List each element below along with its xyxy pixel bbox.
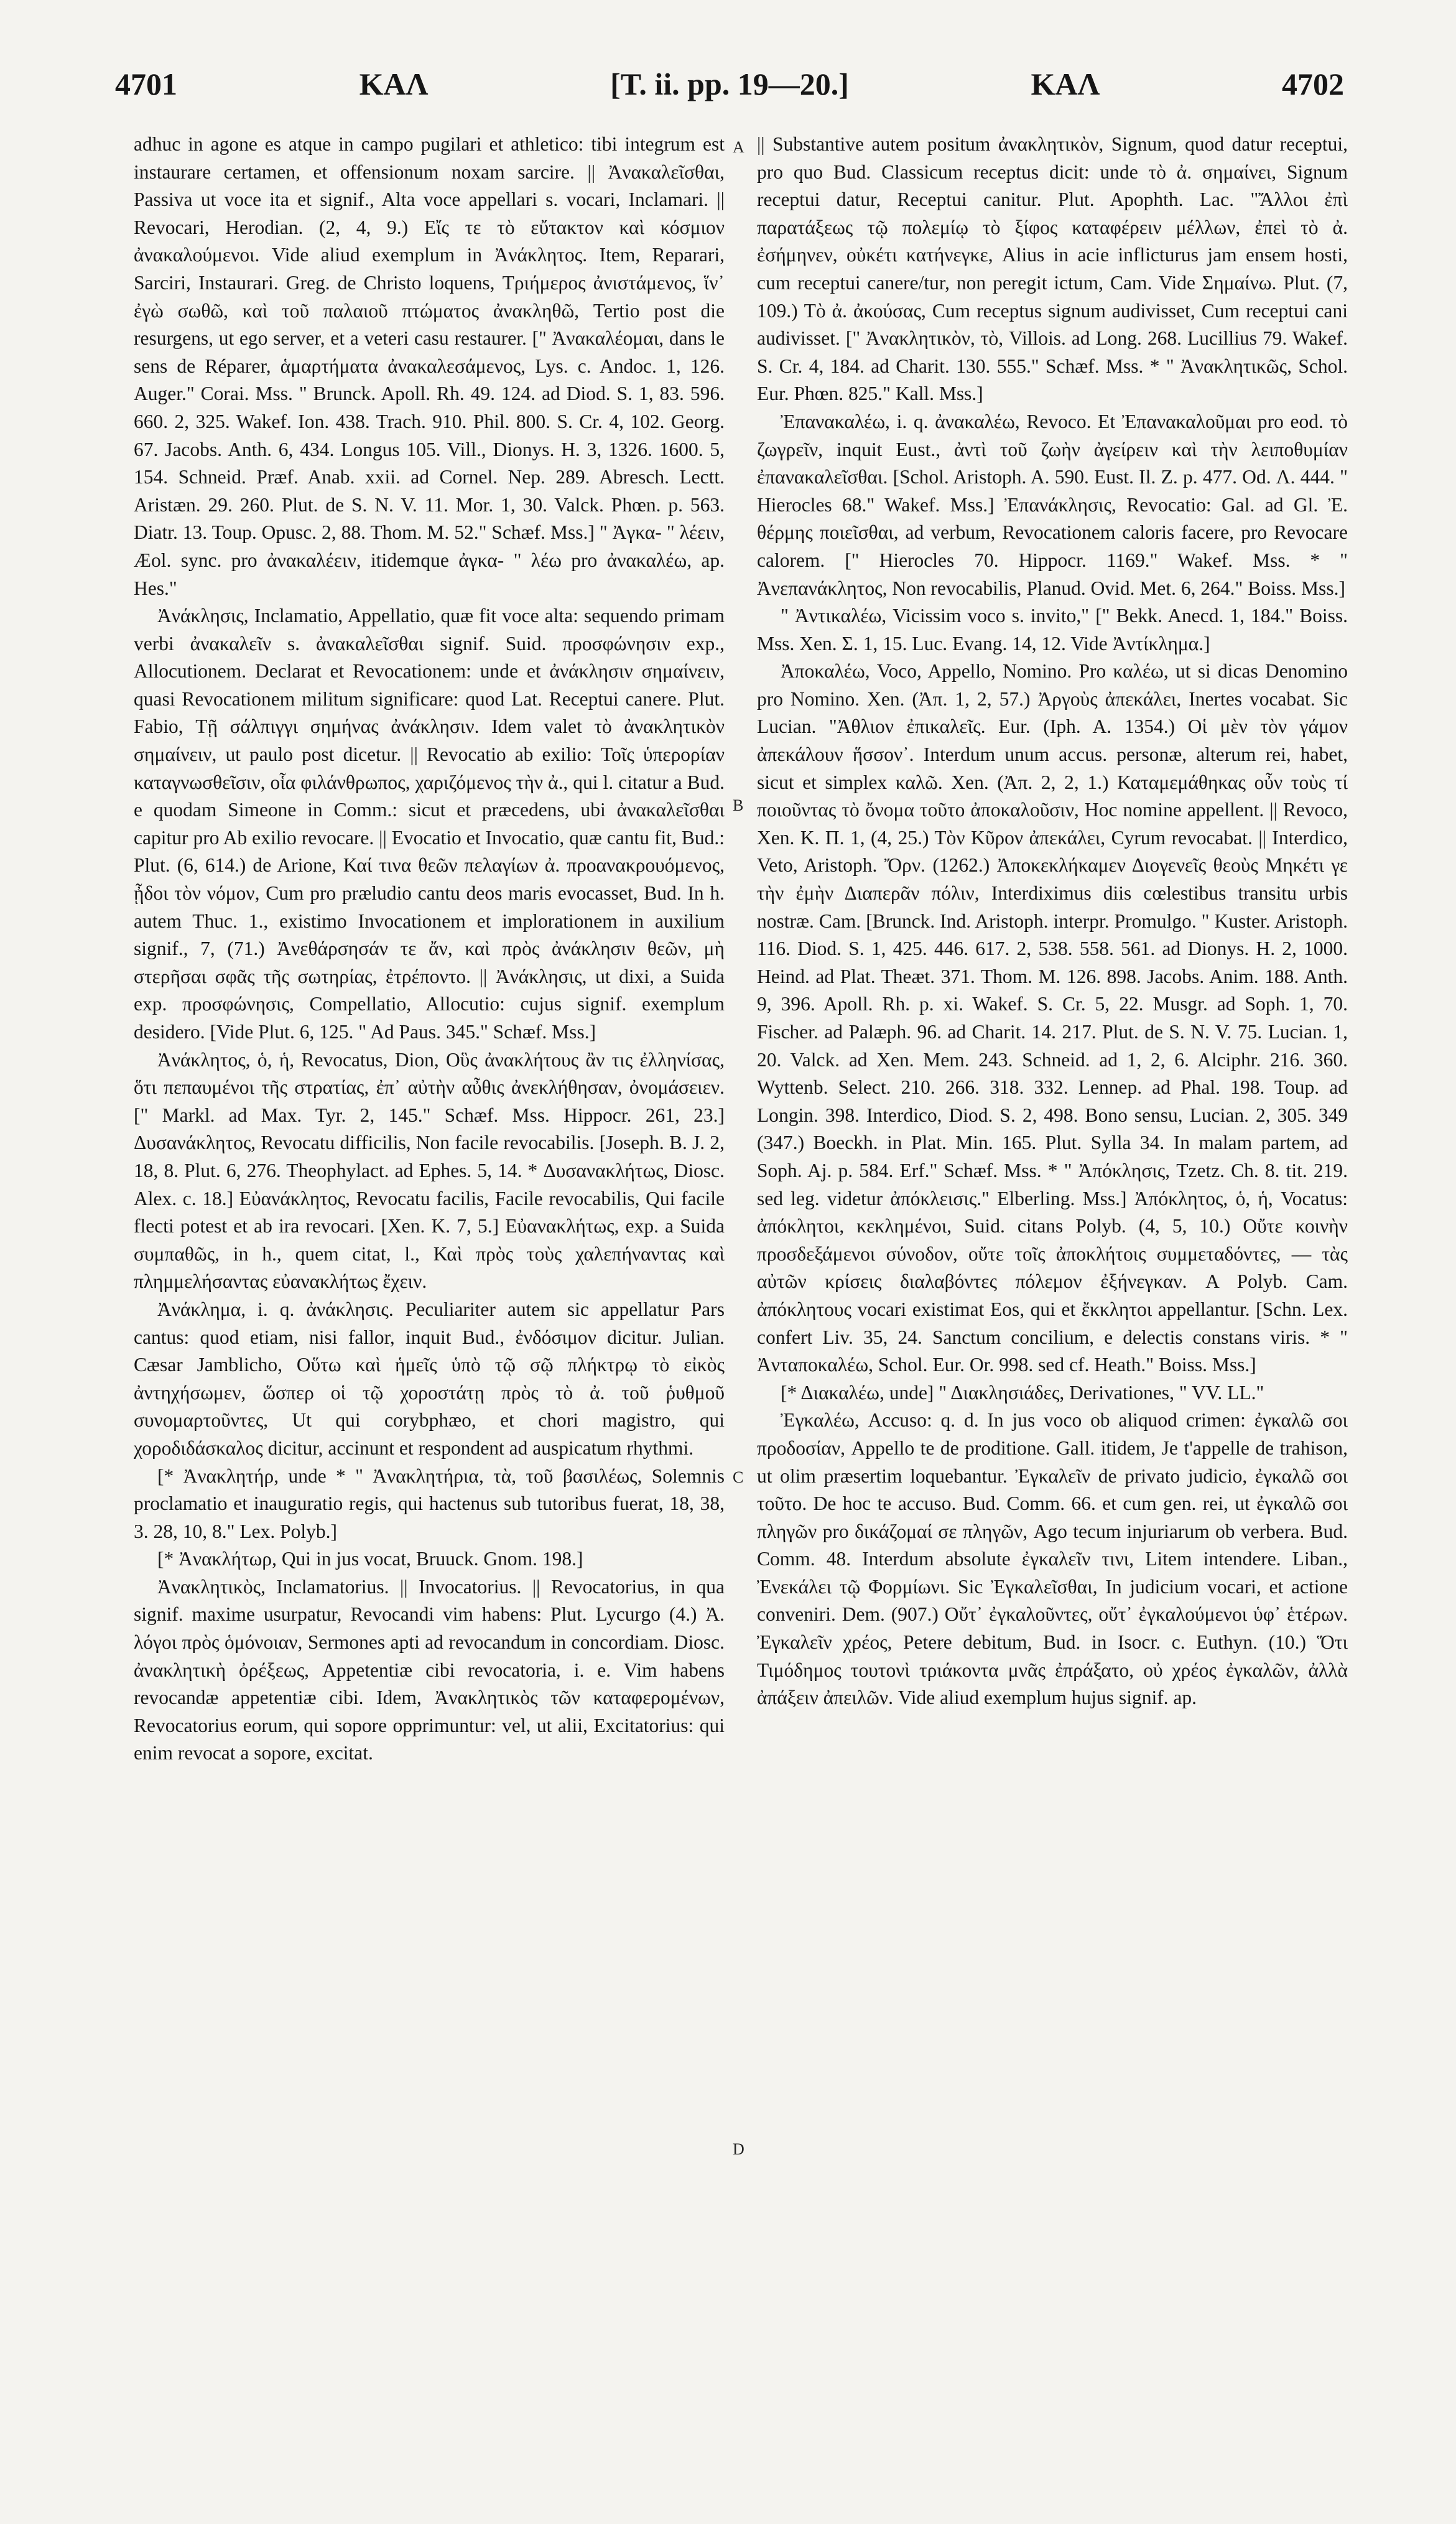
margin-letter-d: D [733,2140,744,2158]
entry-anakletikon-cont: || Substantive autem positum ἀνακλητικὸν, Signum, quod datur receptui, pro quo Bud. Classicum receptus dicit: unde τὸ ἀ. σημαίνει, Signum receptui datur, Receptui canitur. Plut. Apophth. Lac. "Ἄλλοι ἐπὶ παρατάξεως τῷ πολεμίῳ τὸ ξίφος καταφέρειν μέλλων, ἐπεὶ τὸ ἀ. ἐσήμηνεν, οὐκέτι κατήνεγκε, Alius in acie inflicturus jam ensem hosti, cum receptui canere/tur, non peregit ictum, Cam. Vide Σημαίνω. Plut. (7, 109.) Τὸ ἀ. ἀκούσας, Cum receptus signum audivisset, Cum receptui cani audivisset. [" Ἀνακλητικὸν, τὸ, Villois. ad Long. 268. Lucillius 79. Wakef. S. Cr. 4, 184. ad Charit. 130. 555." Schæf. Mss. * " Ἀνακλητικῶς, Schol. Eur. Phœn. 825." Kall. Mss.] [757,133,1348,405]
entry-anaklema: Ἀνάκλημα, i. q. ἀνάκλησις. Peculiariter autem sic appellatur Pars cantus: quod etiam, nisi fallor, inquit Bud., ἐνδόσιμον dicitur. Julian. Cæsar Jamblicho, Οὕτω καὶ ἡμεῖς ὑπὸ τῷ σῷ πλήκτρῳ τὸ εἰκὸς ἀντηχήσωμεν, ὥσπερ οἱ τῷ χοροστάτῃ πρὸς τὸ ἀ. τοῦ ῥυθμοῦ συνομαρτοῦντες, Ut qui corybphæo, et chori magistro, qui χοροδιδάσκαλος dicitur, accinunt et respondent ad auspicatum rhythmi. [134,1298,725,1459]
margin-letter-b: B [733,796,744,814]
page-header [115,59,1344,109]
entry-apokaleo: Ἀποκαλέω, Voco, Appello, Nomino. Pro καλέω, ut si dicas Denomino pro Nomino. Xen. (Ἀπ. 1, 2, 57.) Ἀργοὺς ἀπεκάλει, Inertes vocabat. Sic Lucian. "Ἀθλιον ἐπικαλεῖς. Eur. (Iph. A. 1354.) Οἱ μὲν τὸν γάμον ἀπεκάλουν ἥσσον᾽. Interdum unum accus. personæ, alterum rei, habet, sicut et simplex καλῶ. Xen. (Ἀπ. 2, 2, 1.) Καταμεμάθηκας οὖν τοὺς τί ποιοῦντας τὸ ὄνομα τοῦτο ἀποκαλοῦσιν, Hoc nomine appellent. || Revoco, Xen. K. Π. 1, (4, 25.) Τὸν Κῦρον ἀπεκάλει, Cyrum revocabat. || Interdico, Veto, Aristoph. Ὄρν. (1262.) Ἀποκεκλήκαμεν Διογενεῖς θεοὺς Μηκέτι γε τὴν ἐμὴν Διαπερᾶν πόλιν, Interdiximus diis cœlestibus transitu urbis nostræ. Cam. [Brunck. Ind. Aristoph. interpr. Promulgo. " Kuster. Aristoph. 116. Diod. S. 1, 425. 446. 617. 2, 538. 558. 561. ad Dionys. H. 2, 1000. Heind. ad Plat. Theæt. 371. Thom. M. 126. 898. Jacobs. Anim. 188. Anth. 9, 396. Apoll. Rh. p. xi. Wakef. S. Cr. 5, 22. Musgr. ad Soph. 1, 70. Fischer. ad Palæph. 96. ad Charit. 14. 217. Plut. de S. N. V. 75. Lucian. 1, 20. Valck. ad Xen. Mem. 243. Schneid. ad 1, 2, 6. Alciphr. 216. 360. Wyttenb. Select. 210. 266. 318. 332. Lennep. ad Phal. 198. Toup. ad Longin. 398. Interdico, Diod. S. 2, 498. Bono sensu, Lucian. 2, 305. 349 (347.) Boeckh. in Plat. Min. 165. Plut. Sylla 34. In malam partem, ad Soph. Aj. p. 584. Erf." Schæf. Mss. * " Ἀπόκλησις, Tzetz. Ch. 8. tit. 219. sed leg. videtur ἀπόκλεισις." Elberling. Mss.] Ἀπόκλητος, ὁ, ἡ, Vocatus: ἀπόκλητοι, κεκλημένοι, Suid. citans Polyb. (4, 5, 10.) Οὔτε κοινὴν προσδεξάμενοι σύνοδον, οὔτε τοῖς ἀποκλήτοις συμμεταδόντες, — τὰς αὐτῶν κρίσεις διαλαβόντες πόλεμον ἐξήνεγκαν. A Polyb. Cam. ἀπόκλητους vocari existimat Eos, qui et ἔκκλητοι appellantur. [Schn. Lex. confert Liv. 35, 24. Sanctum concilium, e delectis constans viris. * " Ἀνταποκαλέω, Schol. Eur. Or. 998. sed cf. Heath." Boiss. Mss.] [757,660,1348,1376]
entry-anakletor: [* Ἀνακλήτωρ, Qui in jus vocat, Bruuck. Gnom. 198.] [157,1548,583,1570]
right-column [757,131,1348,1712]
entry-anakletikos: Ἀνακλητικὸς, Inclamatorius. || Invocatorius. || Revocatorius, in qua signif. maxime usurpatur, Revocandi vim habens: Plut. Lycurgo (4.) Ἀ. λόγοι πρὸς ὁμόνοιαν, Sermones apti ad revocandum in concordiam. Diosc. ἀνακλητικὴ ὀρέξεως, Appetentiæ cibi revocatoria, i. e. Vim habens revocandæ appetentiæ cibi. Idem, Ἀνακλητικὸς τῶν καταφερομένων, Revocatorius eorum, qui sopore opprimuntur: vel, ut alii, Excitatorius: qui enim revocat a sopore, excitat. [134,1575,725,1764]
entry-epanakaleo: Ἐπανακαλέω, i. q. ἀνακαλέω, Revoco. Et Ἐπανακαλοῦμαι pro eod. τὸ ζωγρεῖν, inquit Eust., ἀντὶ τοῦ ζωὴν ἀγείρειν καὶ τὴν λειποθυμίαν ἐπανακαλεῖσθαι. [Schol. Aristoph. A. 590. Eust. Il. Z. p. 477. Od. Λ. 444. " Hierocles 68." Wakef. Mss.] Ἐπανάκλησις, Revocatio: Gal. ad Gl. Ἐ. θέρμης ποιεῖσθαι, ad verbum, Revocationem caloris facere, pro Revocare calorem. [" Hierocles 70. Hippocr. 1169." Wakef. Mss. * " Ἀνεπανάκλητος, Non revocabilis, Planud. Ovid. Met. 6, 264." Boiss. Mss.] [757,410,1348,599]
col-number-right: 4702 [1281,67,1344,101]
entry-antikaleo: " Ἀντικαλέω, Vicissim voco s. invito," [" Bekk. Anecd. 1, 184." Boiss. Mss. Xen. Σ. 1, 15. Luc. Evang. 14, 12. Vide Ἀντίκλημα.] [757,605,1348,654]
col-number-left: 4701 [115,67,177,101]
entry-anakleter: [* Ἀνακλητήρ, unde * " Ἀνακλητήρια, τὰ, τοῦ βασιλέως, Solemnis proclamatio et inauguratio regis, qui hactenus sub tutoribus fuerat, 18, 38, 3. 28, 10, 8." Lex. Polyb.] [134,1465,725,1542]
margin-letter-c: C [733,1468,744,1486]
left-column [134,131,725,1767]
entry-anakletos: Ἀνάκλητος, ὁ, ἡ, Revocatus, Dion, Οὓς ἀνακλήτους ἂν τις ἐλληνίσας, ὅτι πεπαυμένοι τῆς στρατίας, ἐπ᾽ αὐτὴν αὖθις ἀνεκλήθησαν, ὀνομάσειεν. [" Markl. ad Max. Tyr. 2, 145." Schæf. Mss. Hippocr. 261, 23.] Δυσανάκλητος, Revocatu difficilis, Non facile revocabilis. [Joseph. B. J. 2, 18, 8. Plut. 6, 276. Theophylact. ad Ephes. 5, 14. * Δυσανακλήτως, Diosc. Alex. c. 18.] Εὐανάκλητος, Revocatu facilis, Facile revocabilis, Qui facile flecti potest et ab ira revocari. [Xen. K. 7, 5.] Εὐανακλήτως, exp. a Suida συμπαθῶς, in h., quem citat, l., Καὶ πρὸς τοὺς χαλεπήναντας καὶ πλημμελήσαντας εὐανακλήτως ἔχειν. [134,1048,725,1293]
running-head-left: ΚΑΛ [359,67,429,101]
entry-anaklesis: Ἀνάκλησις, Inclamatio, Appellatio, quæ fit voce alta: sequendo primam verbi ἀνακαλεῖν s. ἀνακαλεῖσθαι signif. Suid. προσφώνησιν exp., Allocutionem. Declarat et Revocationem: unde et ἀνάκλησιν σημαίνειν, quasi Revocationem militum significare: quod Lat. Receptui canere. Plut. Fabio, Τῇ σάλπιγγι σημήνας ἀνάκλησιν. Idem valet τὸ ἀνακλητικὸν σημαίνειν, ut paulo post dicetur. || Revocatio ab exilio: Τοῖς ὑπερορίαν καταγνωσθεῖσιν, οἷα φιλάνθρωπος, χαριζόμενος τὴν ἀ., qui l. citatur a Bud. e quodam Simeone in Comm.: sicut et præcedens, ubi ἀνακαλεῖσθαι capitur pro Ab exilio revocare. || Evocatio et Invocatio, quæ cantu fit, Bud.: Plut. (6, 614.) de Arione, Καί τινα θεῶν πελαγίων ἀ. προανακρουόμενος, ᾖδοι τὸν νόμον, Cum pro præludio cantu deos maris evocasset, Bud. In h. autem Thuc. 1., existimo Invocationem et implorationem in auxilium signif., 7, (71.) Ἀνεθάρσησάν τε ἄν, καὶ πρὸς ἀνάκλησιν θεῶν, μὴ στερῆσαι σφᾶς τῆς σωτηρίας, ἐτρέποντο. || Ἀνάκλησις, ut dixi, a Suida exp. προσφώνησις, Compellatio, Allocutio: cujus signif. exemplum desidero. [Vide Plut. 6, 125. " Ad Paus. 345." Schæf. Mss.] [134,605,725,1043]
entry-enkaleo: Ἐγκαλέω, Accuso: q. d. In jus voco ob aliquod crimen: ἐγκαλῶ σοι προδοσίαν, Appello te de proditione. Gall. itidem, Je t'appelle de trahison, ut olim præsertim loquebantur. Ἐγκαλεῖν de privato judicio, ἐγκαλῶ σοι τοῦτο. De hoc te accuso. Bud. Comm. 66. et cum gen. rei, ut ἐγκαλῶ σοι πληγῶν pro δικάζομαί σε πληγῶν, Ago tecum injuriarum ob verbera. Bud. Comm. 48. Interdum absolute ἐγκαλεῖν τινι, Litem intendere. Liban., Ἐνεκάλει τῷ Φορμίωνι. Sic Ἐγκαλεῖσθαι, In judicium vocari, et actione conveniri. Dem. (907.) Οὔτ᾽ ἐγκαλοῦντες, οὔτ᾽ ἐγκαλούμενοι ὑφ᾽ ἑτέρων. Ἐγκαλεῖν χρέος, Petere debitum, Bud. in Isocr. c. Euthyn. (10.) Ὅτι Τιμόδημος τουτονὶ τριάκοντα μνᾶς ἐπράξατο, οὐ χρέος ἐγκαλῶν, ἀλλὰ ἀπάξειν ἀπειλῶν. Vide aliud exemplum hujus signif. ap. [757,1409,1348,1709]
entry-anakaleomai-cont: adhuc in agone es atque in campo pugilari et athletico: tibi integrum est instaurare certamen, et offensionum noxam sarcire. || Ἀνακαλεῖσθαι, Passiva ut voce ita et signif., Alta voce appellari s. vocari, Inclamari. || Revocari, Herodian. (2, 4, 9.) Εἴς τε τὸ εὔτακτον καὶ κόσμιον ἀνακαλούμενοι. Vide aliud exemplum in Ἀνάκλητος. Item, Reparari, Sarciri, Instaurari. Greg. de Christo loquens, Τριήμερος ἀνιστάμενος, ἵν᾽ ἐγὼ σωθῶ, καὶ τοῦ παλαιοῦ πτώματος ἀνακληθῶ, Tertio post die resurgens, ut ego server, et a veteri casu restaurer. [" Ἀνακαλέομαι, dans le sens de Réparer, ἁμαρτήματα ἀνακαλεσάμενος, Lys. c. Andoc. 1, 126. Auger." Corai. Mss. " Brunck. Apoll. Rh. 49. 124. ad Diod. S. 1, 83. 596. 660. 2, 325. Wakef. Ion. 438. Trach. 910. Phil. 800. S. Cr. 4, 102. Georg. 67. Jacobs. Anth. 6, 434. Longus 105. Vill., Dionys. H. 3, 1326. 1600. 5, 154. Schneid. Præf. Anab. xxii. ad Cornel. Nep. 289. Abresch. Lectt. Aristæn. 29. 260. Plut. de S. N. V. 11. Mor. 1, 30. Valck. Phœn. p. 563. Diatr. 13. Toup. Opusc. 2, 88. Thom. M. 52." Schæf. Mss.] " Ἀγκα- " λέειν, Æol. sync. pro ἀνακαλέειν, itidemque ἀγκα- " λέω pro ἀνακαλέω, ap. Hes." [134,133,725,599]
margin-letter-a: A [733,138,744,156]
running-head-right: ΚΑΛ [1031,67,1100,101]
entry-diakaleo: [* Διακαλέω, unde] " Διακλησιάδες, Derivationes, " VV. LL." [781,1381,1264,1404]
page-reference: [T. ii. pp. 19—20.] [610,67,849,101]
